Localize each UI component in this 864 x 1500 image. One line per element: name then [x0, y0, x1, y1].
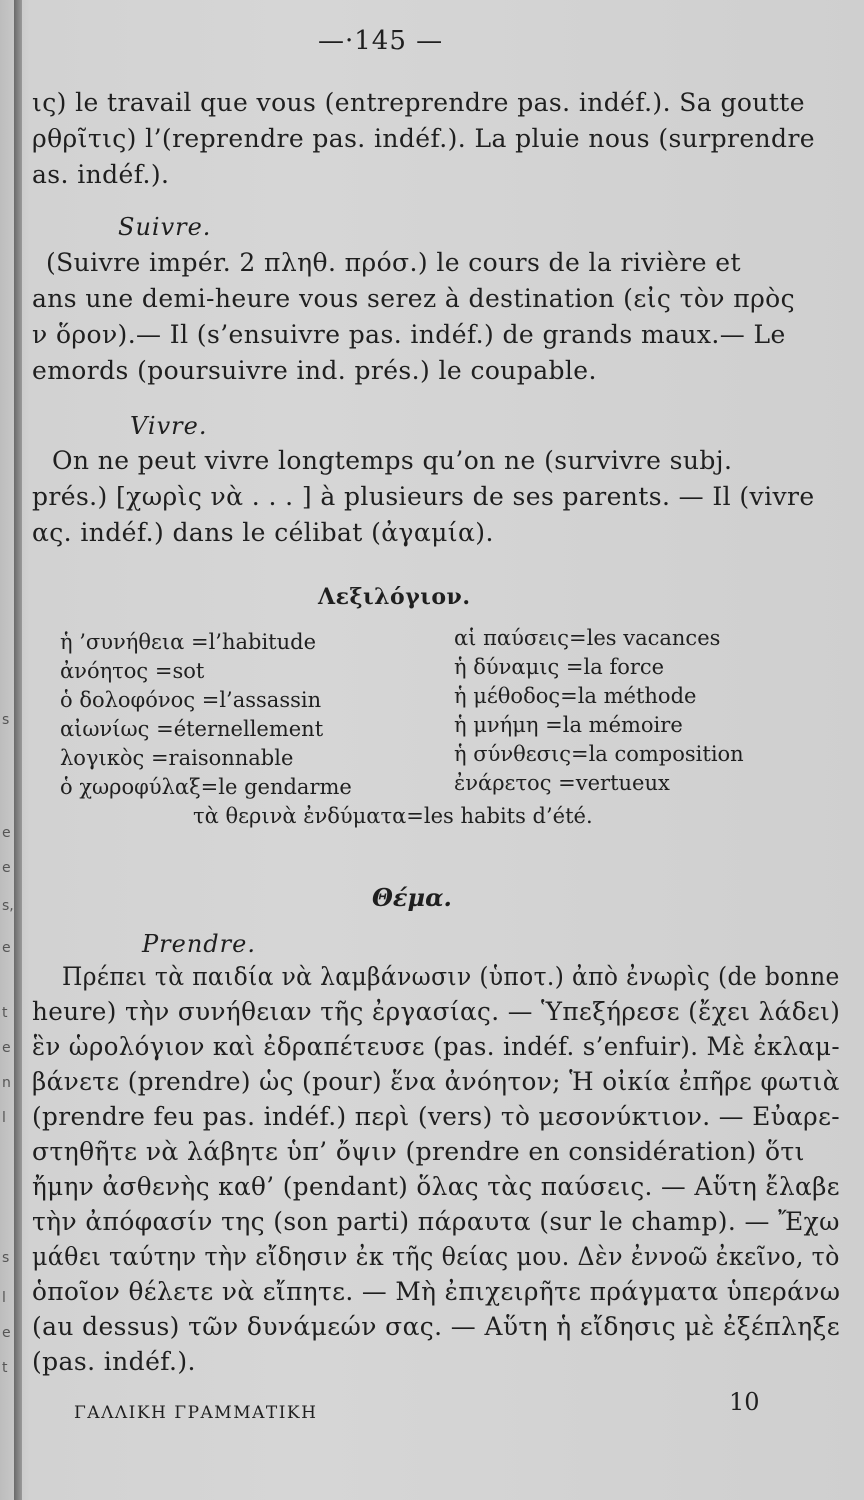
text-line: ἓν ὡρολόγιον καὶ ἐδραπέτευσε (pas. indéf. s’enfuir). Μὲ ἐκλαμ-	[32, 1032, 840, 1061]
footer-signature-number: 10	[729, 1388, 760, 1416]
text-line: (Suivre impér. 2 πληθ. πρόσ.) le cours de la rivière et	[46, 248, 741, 277]
text-line: ἤμην ἀσθενὴς καθ’ (pendant) ὅλας τὰς παύσεις. — Αὕτη ἔλαβε	[32, 1172, 840, 1201]
text-line: ις) le travail que vous (entreprendre pas. indéf.). Sa goutte	[32, 88, 805, 117]
margin-mark: e	[2, 860, 11, 876]
page-number: —·145 —	[318, 26, 444, 56]
text-line: prés.) [χωρὶς νὰ . . . ] à plusieurs de ses parents. — Il (vivre	[32, 482, 815, 511]
vocab-entry: ἡ μέθοδος=la méthode	[454, 684, 697, 708]
footer-book-title: ΓΑΛΛΙΚΗ ΓΡΑΜΜΑΤΙΚΗ	[74, 1403, 318, 1423]
margin-mark: e	[2, 1040, 11, 1056]
text-line: On ne peut vivre longtemps qu’on ne (survivre subj.	[52, 446, 733, 475]
vocab-entry: ὁ δολοφόνος =l’assassin	[60, 688, 322, 712]
margin-mark: s	[2, 1250, 10, 1266]
vocab-entry: αἰωνίως =éternellement	[60, 717, 324, 741]
vocab-entry: ἀνόητος =sot	[60, 659, 205, 683]
text-line: ans une demi-heure vous serez à destination (εἰς τὸν πρὸς	[32, 284, 796, 313]
vocab-entry: ἡ ’συνήθεια =l’habitude	[60, 630, 317, 654]
vocabulary-title: Λεξιλόγιον.	[318, 584, 471, 610]
section-title-vivre: Vivre.	[130, 412, 208, 440]
vocab-entry-final: τὰ θερινὰ ἐνδύματα=les habits d’été.	[193, 804, 593, 828]
text-line: τὴν ἀπόφασίν της (son parti) πάραυτα (sur le champ). — Ἔχω	[32, 1207, 840, 1236]
text-line: Πρέπει τὰ παιδία νὰ λαμβάνωσιν (ὑποτ.) ἀπὸ ἐνωρὶς (de bonne	[62, 962, 840, 991]
text-line: ρθρῖτις) l’(reprendre pas. indéf.). La pluie nous (surprendre	[32, 124, 816, 153]
vocab-entry: ἡ σύνθεσις=la composition	[454, 742, 744, 766]
margin-mark: s,	[2, 898, 14, 914]
left-margin-bleed	[0, 0, 14, 1500]
text-line: emords (poursuivre ind. prés.) le coupable.	[32, 356, 597, 385]
vocab-entry: ἡ μνήμη =la mémoire	[454, 713, 683, 737]
margin-mark: e	[2, 825, 11, 841]
theme-subtitle: Prendre.	[142, 930, 256, 958]
text-line: (prendre feu pas. indéf.) περὶ (vers) τὸ μεσονύκτιον. — Εὐαρε-	[32, 1102, 841, 1131]
vocab-entry: ἡ δύναμις =la force	[454, 655, 665, 679]
margin-mark: s	[2, 712, 10, 728]
vocab-entry: αἱ παύσεις=les vacances	[454, 626, 721, 650]
text-line: (au dessus) τῶν δυνάμεών σας. — Αὕτη ἡ εἴδησις μὲ ἐξέπληξε	[32, 1312, 841, 1341]
vocabulary-left-column	[60, 630, 352, 804]
text-line: στηθῆτε νὰ λάβητε ὑπ’ ὄψιν (prendre en considération) ὅτι	[32, 1137, 805, 1166]
text-line: βάνετε (prendre) ὡς (pour) ἕνα ἀνόητον; Ἡ οἰκία ἐπῆρε φωτιὰ	[32, 1067, 840, 1096]
vocabulary-right-column	[454, 626, 744, 800]
page-spine-shadow	[14, 0, 22, 1500]
margin-mark: t	[2, 1005, 8, 1021]
text-line: μάθει ταύτην τὴν εἴδησιν ἐκ τῆς θείας μου. Δὲν ἐννοῶ ἐκεῖνο, τὸ	[32, 1242, 840, 1271]
margin-mark: l	[2, 1290, 6, 1306]
vocab-entry: ὁ χωροφύλαξ=le gendarme	[60, 775, 352, 799]
margin-mark: e	[2, 1325, 11, 1341]
text-line: ν ὅρον).— Il (s’ensuivre pas. indéf.) de grands maux.— Le	[32, 320, 786, 349]
vocab-entry: ἐνάρετος =vertueux	[454, 771, 670, 795]
margin-mark: t	[2, 1360, 8, 1376]
text-line: ὁποῖον θέλετε νὰ εἴπητε. — Μὴ ἐπιχειρῆτε πράγματα ὑπεράνω	[32, 1277, 841, 1306]
vocab-entry: λογικὸς =raisonnable	[60, 746, 294, 770]
text-line: heure) τὴν συνήθειαν τῆς ἐργασίας. — Ὑπεξήρεσε (ἔχει λάδει)	[32, 997, 841, 1026]
text-line: (pas. indéf.).	[32, 1347, 196, 1376]
text-line: ας. indéf.) dans le célibat (ἀγαμία).	[32, 518, 494, 547]
margin-mark: l	[2, 1110, 6, 1126]
margin-mark: n	[2, 1075, 11, 1091]
theme-title: Θέμα.	[372, 883, 452, 912]
section-title-suivre: Suivre.	[118, 213, 212, 241]
text-line: as. indéf.).	[32, 160, 170, 189]
margin-mark: e	[2, 940, 11, 956]
